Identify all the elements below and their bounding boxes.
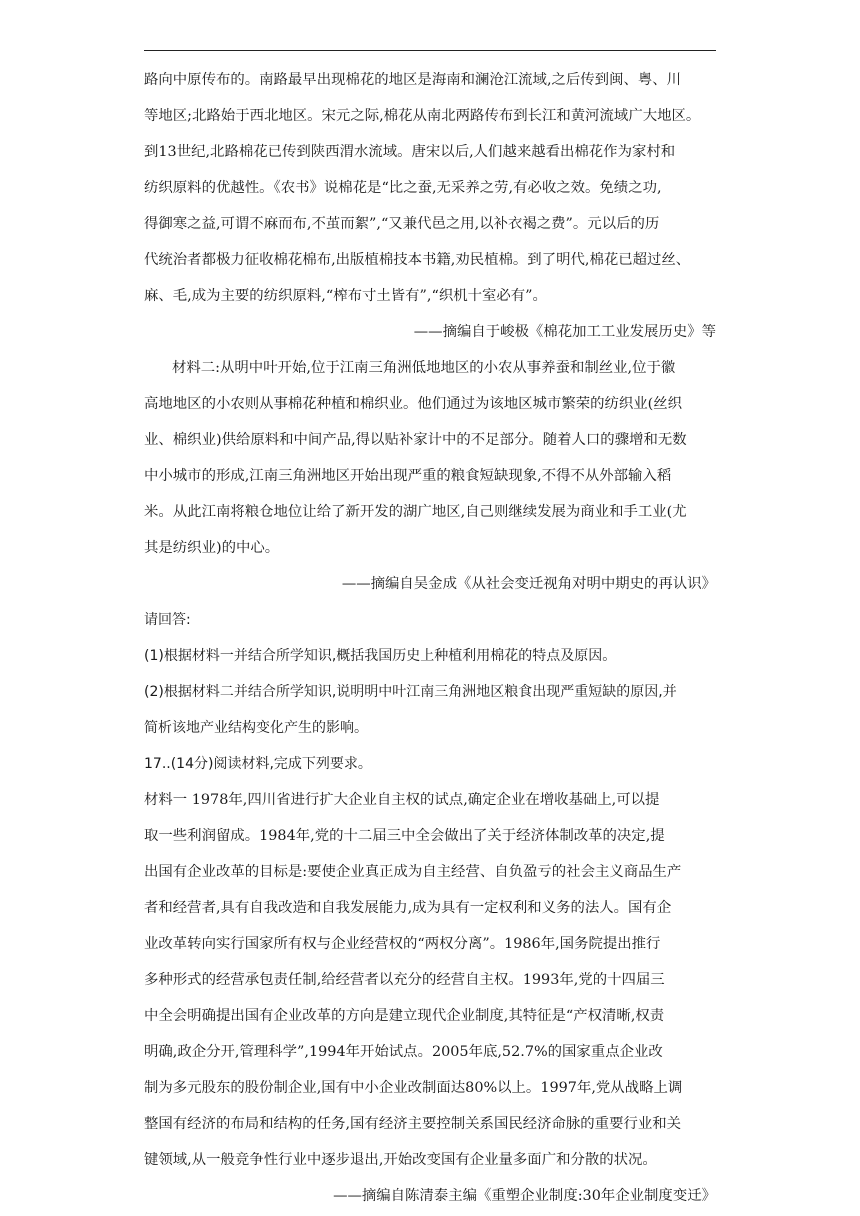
text-line: 路向中原传布的。南路最早出现棉花的地区是海南和澜沧江流域,之后传到闽、粤、川: [144, 72, 682, 88]
text-line: 麻、毛,成为主要的纺织原料,“榨布寸土皆有”,“织机十室必有”。: [144, 288, 547, 304]
text-line: 到13世纪,北路棉花已传到陕西渭水流域。唐宋以后,人们越来越看出棉花作为家村和: [144, 144, 676, 160]
text-line: 中小城市的形成,江南三角洲地区开始出现严重的粮食短缺现象,不得不从外部输入稻: [144, 468, 672, 484]
text-line: 得御寒之益,可谓不麻而布,不茧而絮”,“又兼代邑之用,以补衣褐之费”。元以后的历: [144, 216, 660, 232]
source-citation: ——摘编自于峻极《棉花加工工业发展历史》等: [413, 324, 716, 340]
text-line: 米。从此江南将粮仓地位让给了新开发的湖广地区,自己则继续发展为商业和手工业(尤: [144, 504, 687, 520]
text-line: 代统治者都极力征收棉花棉布,出版植棉技本书籍,劝民植棉。到了明代,棉花已超过丝、: [144, 252, 691, 268]
question-17-heading: 17..(14分)阅读材料,完成下列要求。: [144, 756, 372, 772]
text-line: 制为多元股东的股份制企业,国有中小企业改制面达80%以上。1997年,党从战略上调: [144, 1080, 683, 1096]
question-2: (2)根据材料二并结合所学知识,说明明中叶江南三角洲地区粮食出现严重短缺的原因,并: [144, 684, 677, 700]
material-heading: 材料二:从明中叶开始,位于江南三角洲低地地区的小农从事养蚕和制丝业,位于徽: [172, 360, 676, 376]
source-citation: ——摘编自陈清泰主编《重塑企业制度:30年企业制度变迁》: [333, 1188, 716, 1204]
question-2-cont: 简析该地产业结构变化产生的影响。: [144, 720, 368, 736]
text-line: 其是纺织业)的中心。: [144, 540, 280, 556]
question-1: (1)根据材料一并结合所学知识,概括我国历史上种植利用棉花的特点及原因。: [144, 648, 617, 664]
text-line: 明确,政企分开,管理科学”,1994年开始试点。2005年底,52.7%的国家重点企业改: [144, 1044, 663, 1060]
text-line: 等地区;北路始于西北地区。宋元之际,棉花从南北两路传布到长江和黄河流域广大地区。: [144, 108, 701, 124]
text-line: 者和经营者,具有自我改造和自我发展能力,成为具有一定权利和义务的法人。国有企: [144, 900, 672, 916]
prompt-label: 请回答:: [144, 612, 191, 628]
text-line: 业、棉织业)供给原料和中间产品,得以贴补家计中的不足部分。随着人口的骤增和无数: [144, 432, 687, 448]
text-line: 纺织原料的优越性。《农书》说棉花是“比之蚕,无采养之劳,有必收之效。免绩之功,: [144, 180, 662, 196]
header-rule: [144, 50, 716, 51]
text-line: 业改革转向实行国家所有权与企业经营权的“两权分离”。1986年,国务院提出推行: [144, 936, 661, 952]
source-citation: ——摘编自吴金成《从社会变迁视角对明中期史的再认识》: [341, 576, 716, 592]
text-line: 高地地区的小农则从事棉花种植和棉织业。他们通过为该地区城市繁荣的纺织业(丝织: [144, 396, 683, 412]
text-line: 多种形式的经营承包责任制,给经营者以充分的经营自主权。1993年,党的十四届三: [144, 972, 665, 988]
text-line: 中全会明确提出国有企业改革的方向是建立现代企业制度,其特征是“产权清晰,权责: [144, 1008, 665, 1024]
text-line: 整国有经济的布局和结构的任务,国有经济主要控制关系国民经济命脉的重要行业和关: [144, 1116, 682, 1132]
text-line: 材料一 1978年,四川省进行扩大企业自主权的试点,确定企业在增收基础上,可以提: [144, 792, 660, 808]
text-line: 取一些利润留成。1984年,党的十二届三中全会做出了关于经济体制改革的决定,提: [144, 828, 665, 844]
text-line: 出国有企业改革的目标是:要使企业真正成为自主经营、自负盈亏的社会主义商品生产: [144, 864, 682, 880]
text-line: 键领域,从一般竞争性行业中逐步退出,开始改变国有企业量多面广和分散的状况。: [144, 1152, 657, 1168]
